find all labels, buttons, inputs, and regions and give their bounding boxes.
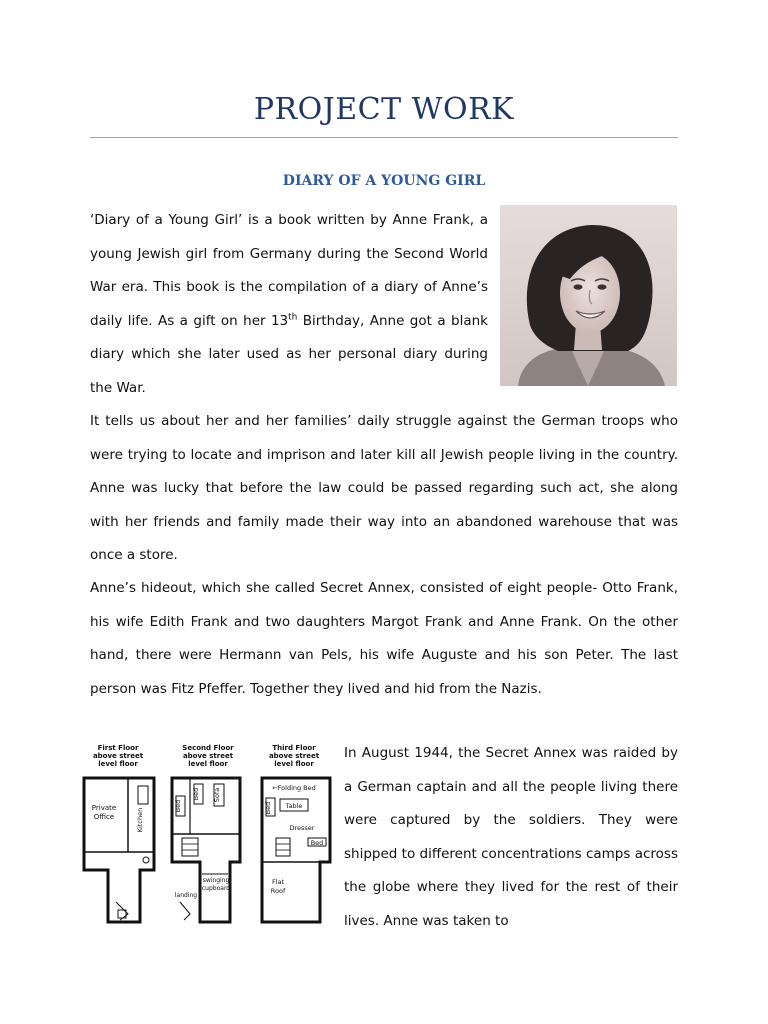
folding-bed-label: ←Folding Bed	[272, 784, 316, 792]
swinging-cupboard-label-2: cupboard	[201, 885, 231, 892]
second-floor-heading-3: level floor	[188, 760, 228, 768]
private-office-label-1: Private	[91, 804, 117, 812]
flat-roof-label-2: Roof	[270, 887, 286, 895]
first-floor-plan	[84, 778, 154, 922]
sofa-label: Sofa	[213, 787, 221, 803]
first-floor-heading-2: above street	[92, 752, 144, 760]
table-label: Table	[285, 802, 303, 810]
first-floor-heading-3: level floor	[98, 760, 138, 768]
third-floor-heading-3: level floor	[274, 760, 314, 768]
struggle-paragraph: It tells us about her and her families’ daily struggle against the German troops who were trying to locate and imprison and later kill all Jewish people living in the country. Anne was lucky that before the law could be passed regarding such act, she along with her friends and family made their way into an abandoned warehouse that was once a store.	[90, 413, 678, 563]
second-floor-heading-1: Second Floor	[182, 744, 234, 752]
landing-label: landing	[174, 892, 198, 899]
first-floor-heading-1: First Floor	[97, 744, 139, 752]
second-floor-plan	[172, 778, 240, 922]
ordinal-suffix: th	[288, 312, 298, 322]
secret-annex-floorplan	[80, 742, 336, 932]
bed-label-3a: Bed	[264, 801, 272, 815]
section-subtitle: DIARY OF A YOUNG GIRL	[282, 173, 486, 189]
title-underline	[90, 137, 678, 138]
intro-text-a: ‘Diary of a Young Girl’ is a book written by Anne Frank, a young Jewish girl from Germany during the Second World War era. This book is the compilation of a diary of Anne’s daily life. As a gift on her 13	[90, 212, 488, 329]
anne-frank-photo	[500, 205, 677, 386]
third-floor-plan	[262, 778, 330, 922]
second-floor-heading-2: above street	[182, 752, 234, 760]
third-floor-heading-2: above street	[268, 752, 320, 760]
bed-label-2a: Bed	[174, 799, 182, 813]
page-title: PROJECT WORK	[253, 92, 515, 127]
bed-label-3b: Bed	[310, 839, 324, 847]
hideout-paragraph: Anne’s hideout, which she called Secret Annex, consisted of eight people- Otto Frank, his wife Edith Frank and two daughters Margot Frank and Anne Frank. On the other hand, there were Hermann van Pels, his wife Auguste and his son Peter. The last person was Fitz Pfeffer. Together they lived and hid from the Nazis.	[90, 580, 678, 697]
intro-paragraph	[90, 204, 488, 405]
dresser-label: Dresser	[289, 824, 315, 832]
third-floor-heading-1: Third Floor	[272, 744, 316, 752]
flat-roof-label-1: Flat	[271, 878, 285, 886]
private-office-label-2: Office	[93, 813, 115, 821]
raid-paragraph: In August 1944, the Secret Annex was raided by a German captain and all the people living there were captured by the soldiers. They were shipped to different concentrations camps across the globe where they lived for the rest of their lives. Anne was taken to	[344, 745, 678, 929]
bed-label-2b: Bed	[192, 787, 200, 801]
kitchen-label: Kitchen	[136, 807, 144, 833]
swinging-cupboard-label-1: swinging	[202, 877, 230, 884]
intro-text-b: Birthday, Anne got a blank diary which she later used as her personal diary during the War.	[90, 312, 488, 396]
